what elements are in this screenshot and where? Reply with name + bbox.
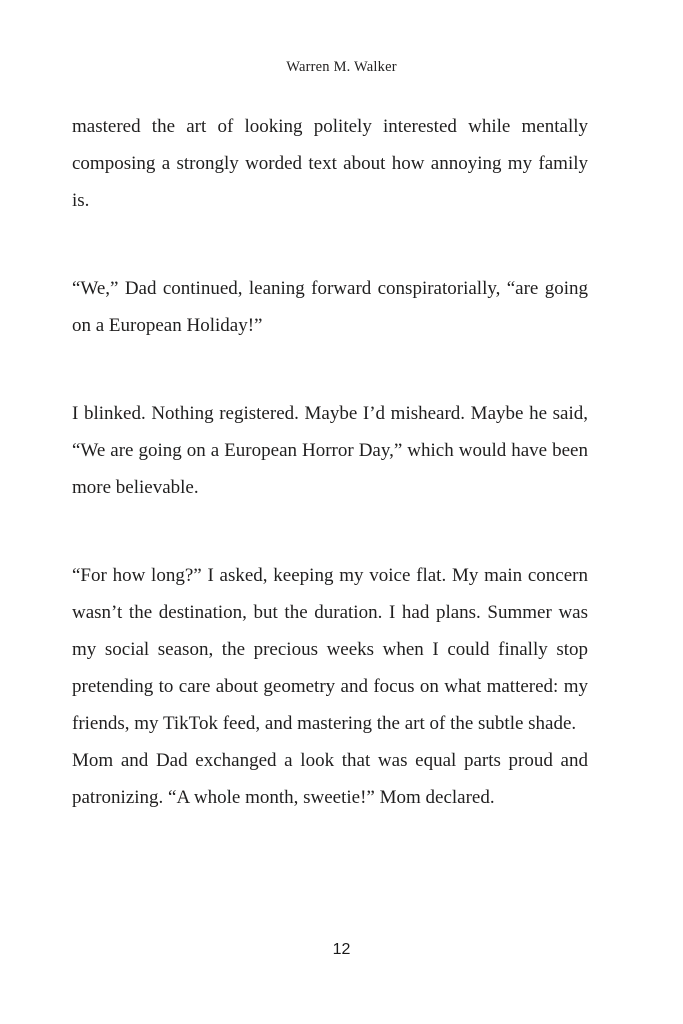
body-paragraph: “For how long?” I asked, keeping my voice flat. My main concern wasn’t the destination, but the duration. I had plans. Summer was my social season, the precious weeks when I could finally stop pretending to care about geometry and focus on what mattered: my friends, my TikTok feed, and mastering the art of the subtle shade. bbox=[72, 565, 588, 734]
running-header: Warren M. Walker bbox=[286, 59, 397, 75]
body-text-column bbox=[72, 108, 588, 816]
body-paragraph: I blinked. Nothing registered. Maybe I’d misheard. Maybe he said, “We are going on a European Horror Day,” which would have been more believable. bbox=[72, 403, 588, 498]
body-paragraph: Mom and Dad exchanged a look that was equal parts proud and patronizing. “A whole month, sweetie!” Mom declared. bbox=[72, 750, 588, 808]
body-paragraph: mastered the art of looking politely interested while mentally composing a strongly worded text about how annoying my family is. bbox=[72, 116, 588, 211]
body-paragraph: “We,” Dad continued, leaning forward conspiratorially, “are going on a European Holiday!” bbox=[72, 278, 588, 336]
page-number: 12 bbox=[332, 941, 351, 958]
